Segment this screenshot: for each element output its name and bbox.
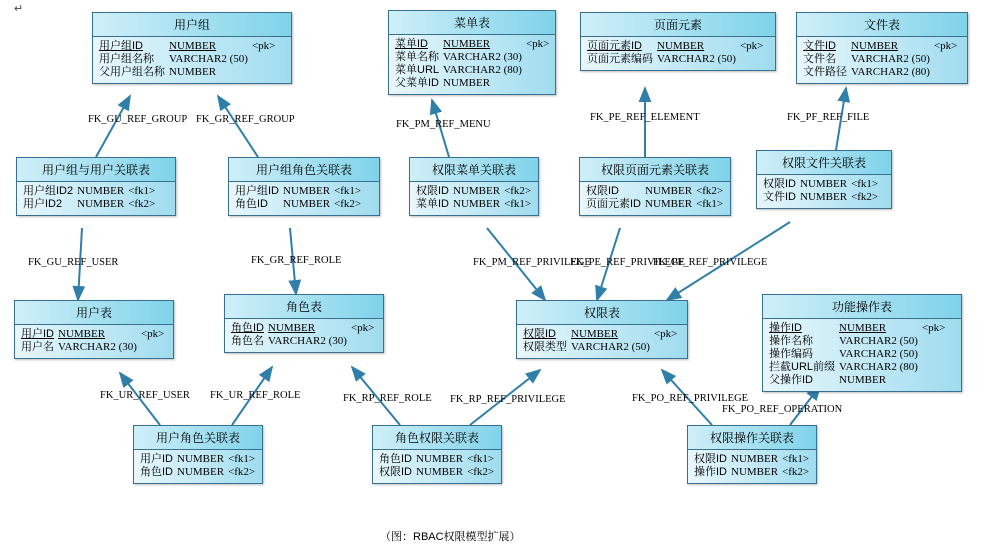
attribute-key	[922, 335, 949, 348]
attribute-row	[586, 198, 727, 211]
attribute-type: NUMBER	[283, 198, 331, 210]
attribute-type: VARCHAR2 (30)	[268, 335, 347, 347]
entity-title: 菜单表	[389, 11, 555, 35]
attribute-name: 角色名	[231, 335, 264, 347]
entity-privilege[interactable]	[516, 300, 688, 359]
attribute-row	[99, 66, 279, 79]
attribute-row	[235, 198, 365, 211]
attribute-type: VARCHAR2 (80)	[851, 66, 930, 78]
attribute-name: 父菜单ID	[395, 77, 439, 89]
attribute-name: 用户名	[21, 341, 54, 353]
attribute-name: 角色ID	[235, 198, 268, 210]
attribute-key	[934, 53, 961, 66]
entity-title: 用户组	[93, 13, 291, 37]
attribute-type: NUMBER	[645, 198, 693, 210]
entity-user_role_rel[interactable]	[133, 425, 263, 484]
attribute-type: VARCHAR2 (30)	[58, 341, 137, 353]
attribute-name: 权限ID	[586, 185, 619, 197]
attribute-type: NUMBER	[77, 185, 125, 197]
attribute-key: <pk>	[350, 322, 375, 334]
attribute-row	[803, 66, 961, 79]
entity-group_user_rel[interactable]	[16, 157, 176, 216]
entity-attributes	[17, 182, 175, 215]
attribute-key: <pk>	[921, 322, 946, 334]
attribute-row	[416, 185, 535, 198]
attribute-key: <pk>	[933, 40, 958, 52]
attribute-type: NUMBER	[283, 185, 331, 197]
entity-title: 文件表	[797, 13, 967, 37]
attribute-row	[231, 322, 378, 335]
relationship-edge	[218, 96, 258, 157]
attribute-type: NUMBER	[443, 38, 491, 50]
entity-user[interactable]	[14, 300, 174, 359]
attribute-row	[694, 453, 813, 466]
attribute-row	[231, 335, 378, 348]
attribute-type: NUMBER	[645, 185, 693, 197]
attribute-key: <fk2>	[334, 198, 362, 210]
attribute-type: NUMBER	[169, 66, 217, 78]
attribute-type: NUMBER	[800, 191, 848, 203]
attribute-name: 文件名	[803, 53, 836, 65]
entity-menu[interactable]	[388, 10, 556, 95]
attribute-name: 角色ID	[231, 322, 264, 334]
attribute-key: <fk1>	[228, 453, 256, 465]
attribute-name: 用户ID2	[23, 198, 63, 210]
attribute-name: 操作名称	[769, 335, 813, 347]
attribute-row	[523, 328, 681, 341]
attribute-name: 权限ID	[694, 453, 727, 465]
relationship-edge	[96, 96, 130, 157]
attribute-row	[803, 53, 961, 66]
entity-attributes	[410, 182, 538, 215]
attribute-name: 权限ID	[379, 466, 412, 478]
attribute-row	[763, 178, 882, 191]
attribute-type: VARCHAR2 (50)	[839, 335, 918, 347]
entity-priv_file_rel[interactable]	[756, 150, 892, 209]
attribute-row	[395, 51, 553, 64]
entity-priv_element_rel[interactable]	[579, 157, 731, 216]
entity-title: 角色表	[225, 295, 383, 319]
attribute-key	[141, 341, 168, 354]
attribute-row	[523, 341, 681, 354]
edge-label: FK_PF_REF_FILE	[787, 112, 870, 123]
attribute-key	[740, 53, 767, 66]
entity-attributes	[517, 325, 687, 358]
attribute-name: 菜单ID	[416, 198, 449, 210]
entity-attributes	[225, 319, 383, 352]
attribute-row	[379, 466, 498, 479]
corner-mark: ↵	[14, 3, 24, 15]
edge-label: FK_RP_REF_PRIVILEGE	[450, 394, 566, 405]
entity-attributes	[229, 182, 379, 215]
attribute-row	[21, 328, 168, 341]
attribute-name: 角色ID	[140, 466, 173, 478]
edge-label: FK_GR_REF_GROUP	[196, 114, 295, 125]
attribute-name: 操作编码	[769, 348, 813, 360]
attribute-type: NUMBER	[800, 178, 848, 190]
attribute-type: VARCHAR2 (50)	[169, 53, 248, 65]
attribute-key: <pk>	[140, 328, 165, 340]
entity-title: 权限文件关联表	[757, 151, 891, 175]
attribute-key	[351, 335, 378, 348]
attribute-type: NUMBER	[453, 185, 501, 197]
attribute-type: NUMBER	[453, 198, 501, 210]
attribute-type: NUMBER	[416, 453, 464, 465]
entity-attributes	[757, 175, 891, 208]
attribute-name: 菜单名称	[395, 51, 439, 63]
attribute-row	[587, 40, 767, 53]
attribute-key: <fk2>	[128, 198, 156, 210]
attribute-key: <fk1>	[334, 185, 362, 197]
attribute-row	[140, 466, 259, 479]
edge-label: FK_UR_REF_USER	[100, 390, 190, 401]
attribute-name: 文件路径	[803, 66, 847, 78]
entity-title: 权限菜单关联表	[410, 158, 538, 182]
entity-attributes	[580, 182, 730, 215]
attribute-type: NUMBER	[571, 328, 619, 340]
entity-title: 用户组角色关联表	[229, 158, 379, 182]
attribute-name: 文件ID	[763, 191, 796, 203]
attribute-key: <fk2>	[228, 466, 256, 478]
attribute-row	[769, 348, 949, 361]
attribute-type: NUMBER	[177, 466, 225, 478]
attribute-row	[769, 361, 949, 374]
attribute-name: 操作ID	[694, 466, 727, 478]
attribute-key	[526, 77, 553, 90]
attribute-name: 操作ID	[769, 322, 802, 334]
attribute-row	[99, 40, 279, 53]
attribute-row	[395, 64, 553, 77]
attribute-key: <fk1>	[467, 453, 495, 465]
edge-label: FK_PM_REF_MENU	[396, 119, 491, 130]
entity-title: 用户角色关联表	[134, 426, 262, 450]
attribute-name: 页面元素ID	[587, 40, 642, 52]
attribute-type: NUMBER	[177, 453, 225, 465]
attribute-name: 菜单ID	[395, 38, 428, 50]
entity-title: 权限页面元素关联表	[580, 158, 730, 182]
entity-priv_menu_rel[interactable]	[409, 157, 539, 216]
entity-attributes	[581, 37, 775, 70]
attribute-key: <fk1>	[504, 198, 532, 210]
attribute-key: <pk>	[525, 38, 550, 50]
attribute-type: VARCHAR2 (30)	[443, 51, 522, 63]
attribute-key: <fk2>	[851, 191, 879, 203]
entity-attributes	[134, 450, 262, 483]
entity-title: 用户表	[15, 301, 173, 325]
attribute-type: NUMBER	[851, 40, 899, 52]
entity-title: 权限表	[517, 301, 687, 325]
attribute-type: VARCHAR2 (50)	[571, 341, 650, 353]
attribute-name: 权限ID	[416, 185, 449, 197]
edge-label: FK_PO_REF_PRIVILEGE	[632, 393, 749, 404]
entity-operation[interactable]	[762, 294, 962, 392]
attribute-row	[21, 341, 168, 354]
edge-label: FK_GR_REF_ROLE	[251, 255, 342, 266]
edge-label: FK_PE_REF_PRIVILEGE	[570, 257, 685, 268]
attribute-name: 权限ID	[523, 328, 556, 340]
edge-label: FK_RP_REF_ROLE	[343, 393, 432, 404]
attribute-name: 文件ID	[803, 40, 836, 52]
attribute-row	[395, 77, 553, 90]
attribute-type: NUMBER	[77, 198, 125, 210]
attribute-row	[379, 453, 498, 466]
entity-page_element[interactable]	[580, 12, 776, 71]
attribute-key	[526, 51, 553, 64]
attribute-row	[803, 40, 961, 53]
entity-title: 用户组与用户关联表	[17, 158, 175, 182]
entity-attributes	[15, 325, 173, 358]
entity-title: 权限操作关联表	[688, 426, 816, 450]
attribute-key: <fk1>	[782, 453, 810, 465]
attribute-name: 用户ID	[21, 328, 54, 340]
attribute-row	[763, 191, 882, 204]
attribute-name: 用户组名称	[99, 53, 154, 65]
entity-attributes	[93, 37, 291, 83]
attribute-row	[769, 322, 949, 335]
entity-role_priv_rel[interactable]	[372, 425, 502, 484]
entity-user_group[interactable]	[92, 12, 292, 84]
edge-label: FK_GU_REF_USER	[28, 257, 119, 268]
attribute-type: VARCHAR2 (80)	[443, 64, 522, 76]
attribute-name: 父操作ID	[769, 374, 813, 386]
attribute-row	[23, 198, 159, 211]
attribute-key: <fk2>	[696, 185, 724, 197]
entity-attributes	[688, 450, 816, 483]
attribute-name: 用户组ID	[235, 185, 279, 197]
attribute-key	[654, 341, 681, 354]
entity-title: 角色权限关联表	[373, 426, 501, 450]
attribute-name: 权限类型	[523, 341, 567, 353]
attribute-key: <pk>	[739, 40, 764, 52]
attribute-row	[587, 53, 767, 66]
attribute-row	[140, 453, 259, 466]
attribute-type: VARCHAR2 (80)	[839, 361, 918, 373]
entity-title: 页面元素	[581, 13, 775, 37]
attribute-key	[934, 66, 961, 79]
attribute-type: NUMBER	[443, 77, 491, 89]
attribute-name: 权限ID	[763, 178, 796, 190]
attribute-type: NUMBER	[839, 322, 887, 334]
attribute-key: <fk1>	[851, 178, 879, 190]
attribute-type: NUMBER	[268, 322, 316, 334]
attribute-key: <fk1>	[128, 185, 156, 197]
attribute-type: NUMBER	[416, 466, 464, 478]
entity-file[interactable]	[796, 12, 968, 84]
attribute-name: 角色ID	[379, 453, 412, 465]
attribute-row	[769, 374, 949, 387]
diagram-caption: （图：RBAC权限模型扩展）	[380, 531, 521, 543]
attribute-name: 用户组ID2	[23, 185, 74, 197]
edge-label: FK_PE_REF_ELEMENT	[590, 112, 700, 123]
attribute-type: NUMBER	[657, 40, 705, 52]
attribute-name: 页面元素编码	[587, 53, 653, 65]
attribute-row	[99, 53, 279, 66]
attribute-key: <fk2>	[782, 466, 810, 478]
entity-group_role_rel[interactable]	[228, 157, 380, 216]
attribute-row	[586, 185, 727, 198]
attribute-type: VARCHAR2 (50)	[851, 53, 930, 65]
attribute-key: <pk>	[653, 328, 678, 340]
attribute-name: 拦截URL前缀	[769, 361, 836, 373]
attribute-type: NUMBER	[731, 453, 779, 465]
attribute-type: VARCHAR2 (50)	[657, 53, 736, 65]
edge-label: FK_GU_REF_GROUP	[88, 114, 188, 125]
attribute-name: 用户组ID	[99, 40, 143, 52]
attribute-row	[395, 38, 553, 51]
entity-attributes	[797, 37, 967, 83]
entity-attributes	[763, 319, 961, 391]
attribute-key	[922, 374, 949, 387]
attribute-key	[252, 53, 279, 66]
attribute-type: NUMBER	[169, 40, 217, 52]
attribute-key: <fk2>	[467, 466, 495, 478]
attribute-key	[526, 64, 553, 77]
attribute-key	[252, 66, 279, 79]
attribute-row	[769, 335, 949, 348]
edge-label: FK_PM_REF_PRIVILEGE	[473, 257, 591, 268]
attribute-type: VARCHAR2 (50)	[839, 348, 918, 360]
attribute-row	[235, 185, 365, 198]
attribute-key	[922, 348, 949, 361]
attribute-name: 用户ID	[140, 453, 173, 465]
attribute-type: NUMBER	[839, 374, 887, 386]
edge-label: FK_PO_REF_OPERATION	[722, 404, 843, 415]
entity-attributes	[373, 450, 501, 483]
attribute-name: 菜单URL	[395, 64, 440, 76]
edge-label: FK_UR_REF_ROLE	[210, 390, 301, 401]
attribute-row	[416, 198, 535, 211]
edge-label: FK_PF_REF_PRIVILEGE	[653, 257, 768, 268]
entity-role[interactable]	[224, 294, 384, 353]
attribute-key: <fk2>	[504, 185, 532, 197]
attribute-row	[23, 185, 159, 198]
attribute-type: NUMBER	[58, 328, 106, 340]
attribute-name: 父用户组名称	[99, 66, 165, 78]
attribute-row	[694, 466, 813, 479]
attribute-type: NUMBER	[731, 466, 779, 478]
entity-attributes	[389, 35, 555, 94]
entity-title: 功能操作表	[763, 295, 961, 319]
attribute-key: <fk1>	[696, 198, 724, 210]
attribute-key: <pk>	[251, 40, 276, 52]
attribute-name: 页面元素ID	[586, 198, 641, 210]
attribute-key	[922, 361, 949, 374]
entity-priv_op_rel[interactable]	[687, 425, 817, 484]
